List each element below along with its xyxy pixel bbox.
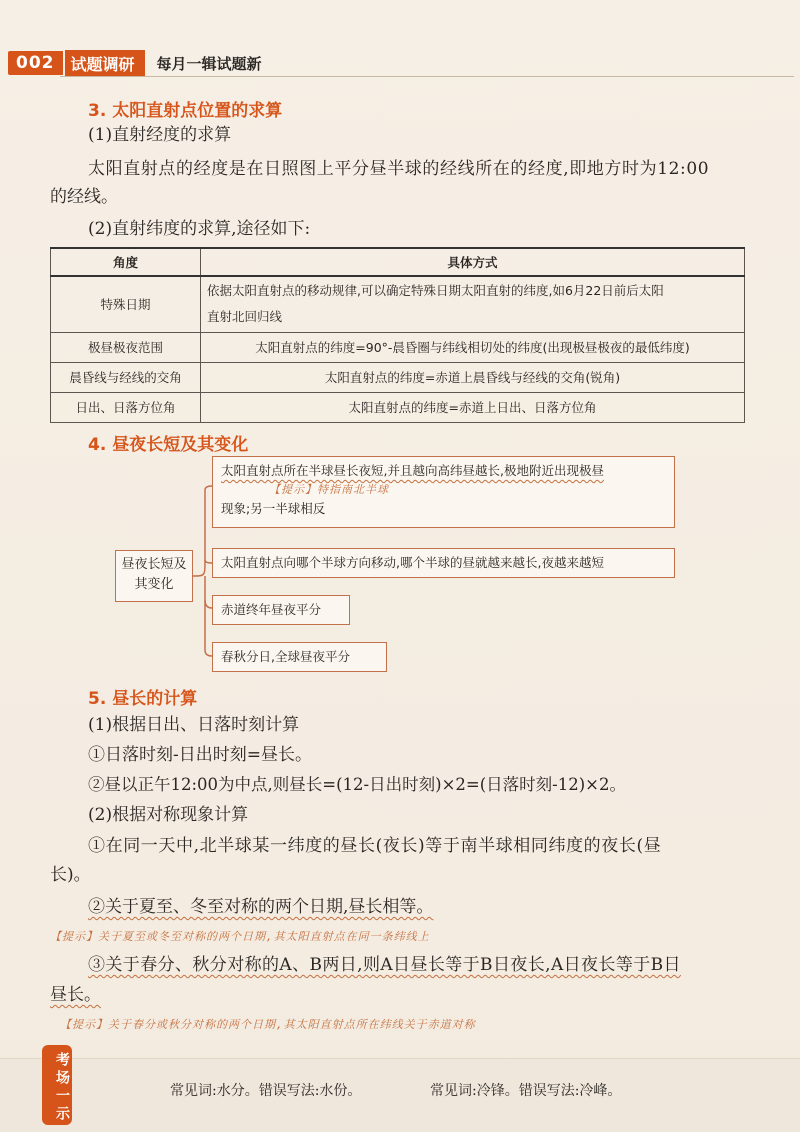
table-cell: 特殊日期 bbox=[51, 276, 201, 332]
table-cell: 太阳直射点的纬度=赤道上日出、日落方位角 bbox=[201, 392, 745, 422]
table-cell-line: 直射北回归线 bbox=[207, 309, 283, 325]
section-5-item5-line1: ③关于春分、秋分对称的A、B两日,则A日昼长等于B日夜长,A日夜长等于B日 bbox=[88, 955, 681, 975]
section-label: 试题调研 bbox=[63, 50, 145, 77]
section-3-sub1: (1)直射经度的求算 bbox=[88, 125, 232, 145]
section-5-item1: ①日落时刻-日出时刻=昼长。 bbox=[88, 745, 312, 765]
connector-2 bbox=[205, 560, 212, 563]
footer-tab: 考场一示 bbox=[42, 1045, 72, 1125]
table-cell: 日出、日落方位角 bbox=[51, 392, 201, 422]
footer-note-right: 常见词:冷锋。错误写法:冷峰。 bbox=[430, 1083, 622, 1099]
section-5-hint1: 【提示】关于夏至或冬至对称的两个日期,其太阳直射点在同一条纬线上 bbox=[50, 930, 430, 943]
table-cell: 晨昏线与经线的交角 bbox=[51, 362, 201, 392]
footer-note-left: 常见词:水分。错误写法:水份。 bbox=[170, 1083, 362, 1099]
page-number: 002 bbox=[8, 51, 63, 75]
section-3-title: 3. 太阳直射点位置的求算 bbox=[88, 101, 283, 121]
branch-1-line2: 现象;另一半球相反 bbox=[221, 501, 326, 516]
mindmap-root: 昼夜长短及其变化 bbox=[115, 550, 193, 602]
connector-3 bbox=[205, 576, 212, 608]
section-5-hint2: 【提示】关于春分或秋分对称的两个日期,其太阳直射点所在纬线关于赤道对称 bbox=[60, 1018, 476, 1031]
section-3-para1-line2: 的经线。 bbox=[50, 187, 118, 207]
table-cell: 太阳直射点的纬度=赤道上晨昏线与经线的交角(锐角) bbox=[201, 362, 745, 392]
mindmap-branch-4: 春秋分日,全球昼夜平分 bbox=[212, 642, 387, 672]
section-5-title: 5. 昼长的计算 bbox=[88, 689, 198, 709]
section-5-item2: ②昼以正午12:00为中点,则昼长=(12-日出时刻)×2=(日落时刻-12)×2。 bbox=[88, 775, 626, 794]
section-5-item3-line1: ①在同一天中,北半球某一纬度的昼长(夜长)等于南半球相同纬度的夜长(昼 bbox=[88, 836, 662, 856]
section-3-para1-line1: 太阳直射点的经度是在日照图上平分昼半球的经线所在的经度,即地方时为12:00 bbox=[88, 159, 710, 179]
mindmap-branch-1 bbox=[212, 456, 675, 528]
mindmap-branch-2: 太阳直射点向哪个半球方向移动,哪个半球的昼就越来越长,夜越来越短 bbox=[212, 548, 675, 578]
section-5-item3-line2: 长)。 bbox=[50, 865, 91, 885]
branch-1-hint: 【提示】特指南北半球 bbox=[269, 483, 389, 496]
table-header-method: 具体方式 bbox=[201, 248, 745, 276]
branch-1-line1: 太阳直射点所在半球昼长夜短,并且越向高纬昼越长,极地附近出现极昼 bbox=[221, 463, 604, 478]
mindmap-branch-3: 赤道终年昼夜平分 bbox=[212, 595, 350, 625]
section-5-item5-line2: 昼长。 bbox=[50, 985, 101, 1005]
section-5-sub2: (2)根据对称现象计算 bbox=[88, 805, 249, 825]
section-4-title: 4. 昼夜长短及其变化 bbox=[88, 435, 249, 455]
section-3-sub2: (2)直射纬度的求算,途径如下: bbox=[88, 219, 311, 239]
table-cell: 极昼极夜范围 bbox=[51, 332, 201, 362]
table-cell: 太阳直射点的纬度=90°-晨昏圈与纬线相切处的纬度(出现极昼极夜的最低纬度) bbox=[201, 332, 745, 362]
header-subtitle: 每月一辑试题新 bbox=[156, 54, 262, 73]
table-cell-line: 依据太阳直射点的移动规律,可以确定特殊日期太阳直射的纬度,如6月22日前后太阳 bbox=[207, 283, 664, 299]
section-5-sub1: (1)根据日出、日落时刻计算 bbox=[88, 715, 300, 735]
section-5-item4: ②关于夏至、冬至对称的两个日期,昼长相等。 bbox=[88, 897, 434, 917]
page-footer bbox=[0, 1058, 800, 1132]
table-header-angle: 角度 bbox=[51, 248, 201, 276]
